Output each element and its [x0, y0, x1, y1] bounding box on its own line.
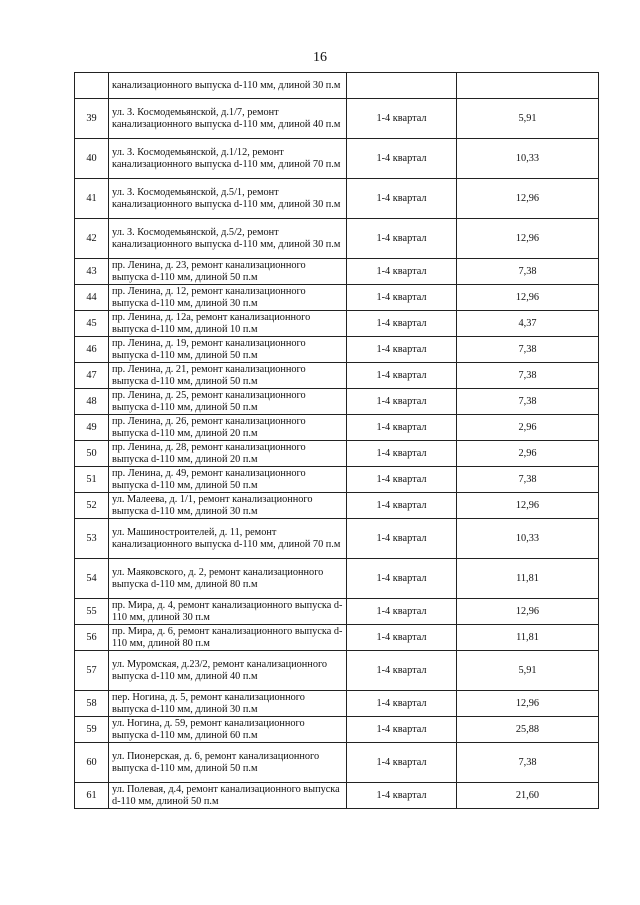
work-description: канализационного выпуска d-110 мм, длиной 30 п.м	[109, 73, 347, 99]
table-row	[75, 467, 599, 493]
work-amount: 7,38	[457, 389, 599, 415]
work-period: 1-4 квартал	[347, 717, 457, 743]
row-number: 44	[75, 285, 109, 311]
row-number: 40	[75, 139, 109, 179]
work-amount: 10,33	[457, 519, 599, 559]
work-amount	[457, 73, 599, 99]
table-row	[75, 99, 599, 139]
work-period: 1-4 квартал	[347, 493, 457, 519]
table-row	[75, 219, 599, 259]
work-description: ул. З. Космодемьянской, д.1/12, ремонт канализационного выпуска d-110 мм, длиной 70 п.м	[109, 139, 347, 179]
work-description: пр. Ленина, д. 12а, ремонт канализационного выпуска d-110 мм, длиной 10 п.м	[109, 311, 347, 337]
row-number: 52	[75, 493, 109, 519]
row-number: 51	[75, 467, 109, 493]
table-row	[75, 743, 599, 783]
work-amount: 12,96	[457, 691, 599, 717]
row-number: 43	[75, 259, 109, 285]
work-description: ул. Муромская, д.23/2, ремонт канализационного выпуска d-110 мм, длиной 40 п.м	[109, 651, 347, 691]
works-table	[74, 72, 599, 809]
row-number: 57	[75, 651, 109, 691]
work-amount: 5,91	[457, 651, 599, 691]
row-number: 48	[75, 389, 109, 415]
work-amount: 21,60	[457, 783, 599, 809]
work-period: 1-4 квартал	[347, 783, 457, 809]
work-description: ул. Малеева, д. 1/1, ремонт канализационного выпуска d-110 мм, длиной 30 п.м	[109, 493, 347, 519]
row-number: 61	[75, 783, 109, 809]
work-amount: 2,96	[457, 441, 599, 467]
work-period: 1-4 квартал	[347, 559, 457, 599]
work-amount: 4,37	[457, 311, 599, 337]
row-number	[75, 73, 109, 99]
work-description: ул. З. Космодемьянской, д.1/7, ремонт канализационного выпуска d-110 мм, длиной 40 п.м	[109, 99, 347, 139]
table-row	[75, 691, 599, 717]
row-number: 58	[75, 691, 109, 717]
row-number: 53	[75, 519, 109, 559]
row-number: 54	[75, 559, 109, 599]
work-description: ул. З. Космодемьянской, д.5/1, ремонт канализационного выпуска d-110 мм, длиной 30 п.м	[109, 179, 347, 219]
work-period: 1-4 квартал	[347, 311, 457, 337]
table-row	[75, 363, 599, 389]
work-description: пр. Ленина, д. 28, ремонт канализационного выпуска d-110 мм, длиной 20 п.м	[109, 441, 347, 467]
table-row	[75, 493, 599, 519]
row-number: 49	[75, 415, 109, 441]
work-amount: 11,81	[457, 625, 599, 651]
work-description: пер. Ногина, д. 5, ремонт канализационного выпуска d-110 мм, длиной 30 п.м	[109, 691, 347, 717]
table-row	[75, 389, 599, 415]
work-period: 1-4 квартал	[347, 415, 457, 441]
work-period: 1-4 квартал	[347, 625, 457, 651]
table-row	[75, 625, 599, 651]
work-period: 1-4 квартал	[347, 389, 457, 415]
table-row	[75, 311, 599, 337]
work-period: 1-4 квартал	[347, 363, 457, 389]
table-row	[75, 651, 599, 691]
work-description: ул. Полевая, д.4, ремонт канализационного выпуска d-110 мм, длиной 50 п.м	[109, 783, 347, 809]
row-number: 41	[75, 179, 109, 219]
work-description: ул. Машиностроителей, д. 11, ремонт канализационного выпуска d-110 мм, длиной 70 п.м	[109, 519, 347, 559]
work-period: 1-4 квартал	[347, 467, 457, 493]
work-description: пр. Ленина, д. 26, ремонт канализационного выпуска d-110 мм, длиной 20 п.м	[109, 415, 347, 441]
work-description: пр. Мира, д. 6, ремонт канализационного выпуска d-110 мм, длиной 80 п.м	[109, 625, 347, 651]
row-number: 56	[75, 625, 109, 651]
work-description: пр. Ленина, д. 25, ремонт канализационного выпуска d-110 мм, длиной 50 п.м	[109, 389, 347, 415]
row-number: 60	[75, 743, 109, 783]
table-row	[75, 717, 599, 743]
work-period: 1-4 квартал	[347, 219, 457, 259]
work-amount: 12,96	[457, 219, 599, 259]
work-period: 1-4 квартал	[347, 691, 457, 717]
row-number: 39	[75, 99, 109, 139]
table-row	[75, 259, 599, 285]
work-period: 1-4 квартал	[347, 337, 457, 363]
table-body	[75, 73, 599, 809]
work-period: 1-4 квартал	[347, 519, 457, 559]
work-period: 1-4 квартал	[347, 99, 457, 139]
work-description: ул. Маяковского, д. 2, ремонт канализационного выпуска d-110 мм, длиной 80 п.м	[109, 559, 347, 599]
work-period: 1-4 квартал	[347, 441, 457, 467]
work-description: пр. Ленина, д. 21, ремонт канализационного выпуска d-110 мм, длиной 50 п.м	[109, 363, 347, 389]
work-period: 1-4 квартал	[347, 139, 457, 179]
row-number: 50	[75, 441, 109, 467]
work-amount: 10,33	[457, 139, 599, 179]
work-description: пр. Ленина, д. 12, ремонт канализационного выпуска d-110 мм, длиной 30 п.м	[109, 285, 347, 311]
work-period: 1-4 квартал	[347, 599, 457, 625]
work-amount: 2,96	[457, 415, 599, 441]
table-row	[75, 441, 599, 467]
work-description: ул. З. Космодемьянской, д.5/2, ремонт канализационного выпуска d-110 мм, длиной 30 п.м	[109, 219, 347, 259]
table-row	[75, 783, 599, 809]
work-period	[347, 73, 457, 99]
work-description: пр. Ленина, д. 49, ремонт канализационного выпуска d-110 мм, длиной 50 п.м	[109, 467, 347, 493]
table-row	[75, 599, 599, 625]
work-amount: 7,38	[457, 467, 599, 493]
work-amount: 12,96	[457, 599, 599, 625]
work-period: 1-4 квартал	[347, 259, 457, 285]
table-row	[75, 337, 599, 363]
work-description: пр. Ленина, д. 23, ремонт канализационного выпуска d-110 мм, длиной 50 п.м	[109, 259, 347, 285]
page-number: 16	[313, 50, 327, 65]
table-row	[75, 179, 599, 219]
row-number: 42	[75, 219, 109, 259]
work-period: 1-4 квартал	[347, 285, 457, 311]
work-amount: 7,38	[457, 337, 599, 363]
work-amount: 11,81	[457, 559, 599, 599]
table-row	[75, 559, 599, 599]
row-number: 55	[75, 599, 109, 625]
work-description: пр. Мира, д. 4, ремонт канализационного выпуска d-110 мм, длиной 30 п.м	[109, 599, 347, 625]
row-number: 45	[75, 311, 109, 337]
work-amount: 7,38	[457, 743, 599, 783]
work-description: ул. Пионерская, д. 6, ремонт канализационного выпуска d-110 мм, длиной 50 п.м	[109, 743, 347, 783]
work-amount: 12,96	[457, 493, 599, 519]
work-amount: 5,91	[457, 99, 599, 139]
work-description: пр. Ленина, д. 19, ремонт канализационного выпуска d-110 мм, длиной 50 п.м	[109, 337, 347, 363]
table-row	[75, 519, 599, 559]
work-description: ул. Ногина, д. 59, ремонт канализационного выпуска d-110 мм, длиной 60 п.м	[109, 717, 347, 743]
row-number: 47	[75, 363, 109, 389]
work-period: 1-4 квартал	[347, 651, 457, 691]
work-amount: 7,38	[457, 259, 599, 285]
work-period: 1-4 квартал	[347, 179, 457, 219]
work-amount: 12,96	[457, 285, 599, 311]
work-period: 1-4 квартал	[347, 743, 457, 783]
work-amount: 12,96	[457, 179, 599, 219]
work-amount: 25,88	[457, 717, 599, 743]
table-row	[75, 73, 599, 99]
work-amount: 7,38	[457, 363, 599, 389]
row-number: 46	[75, 337, 109, 363]
table-row	[75, 285, 599, 311]
table-row	[75, 139, 599, 179]
row-number: 59	[75, 717, 109, 743]
table-row	[75, 415, 599, 441]
